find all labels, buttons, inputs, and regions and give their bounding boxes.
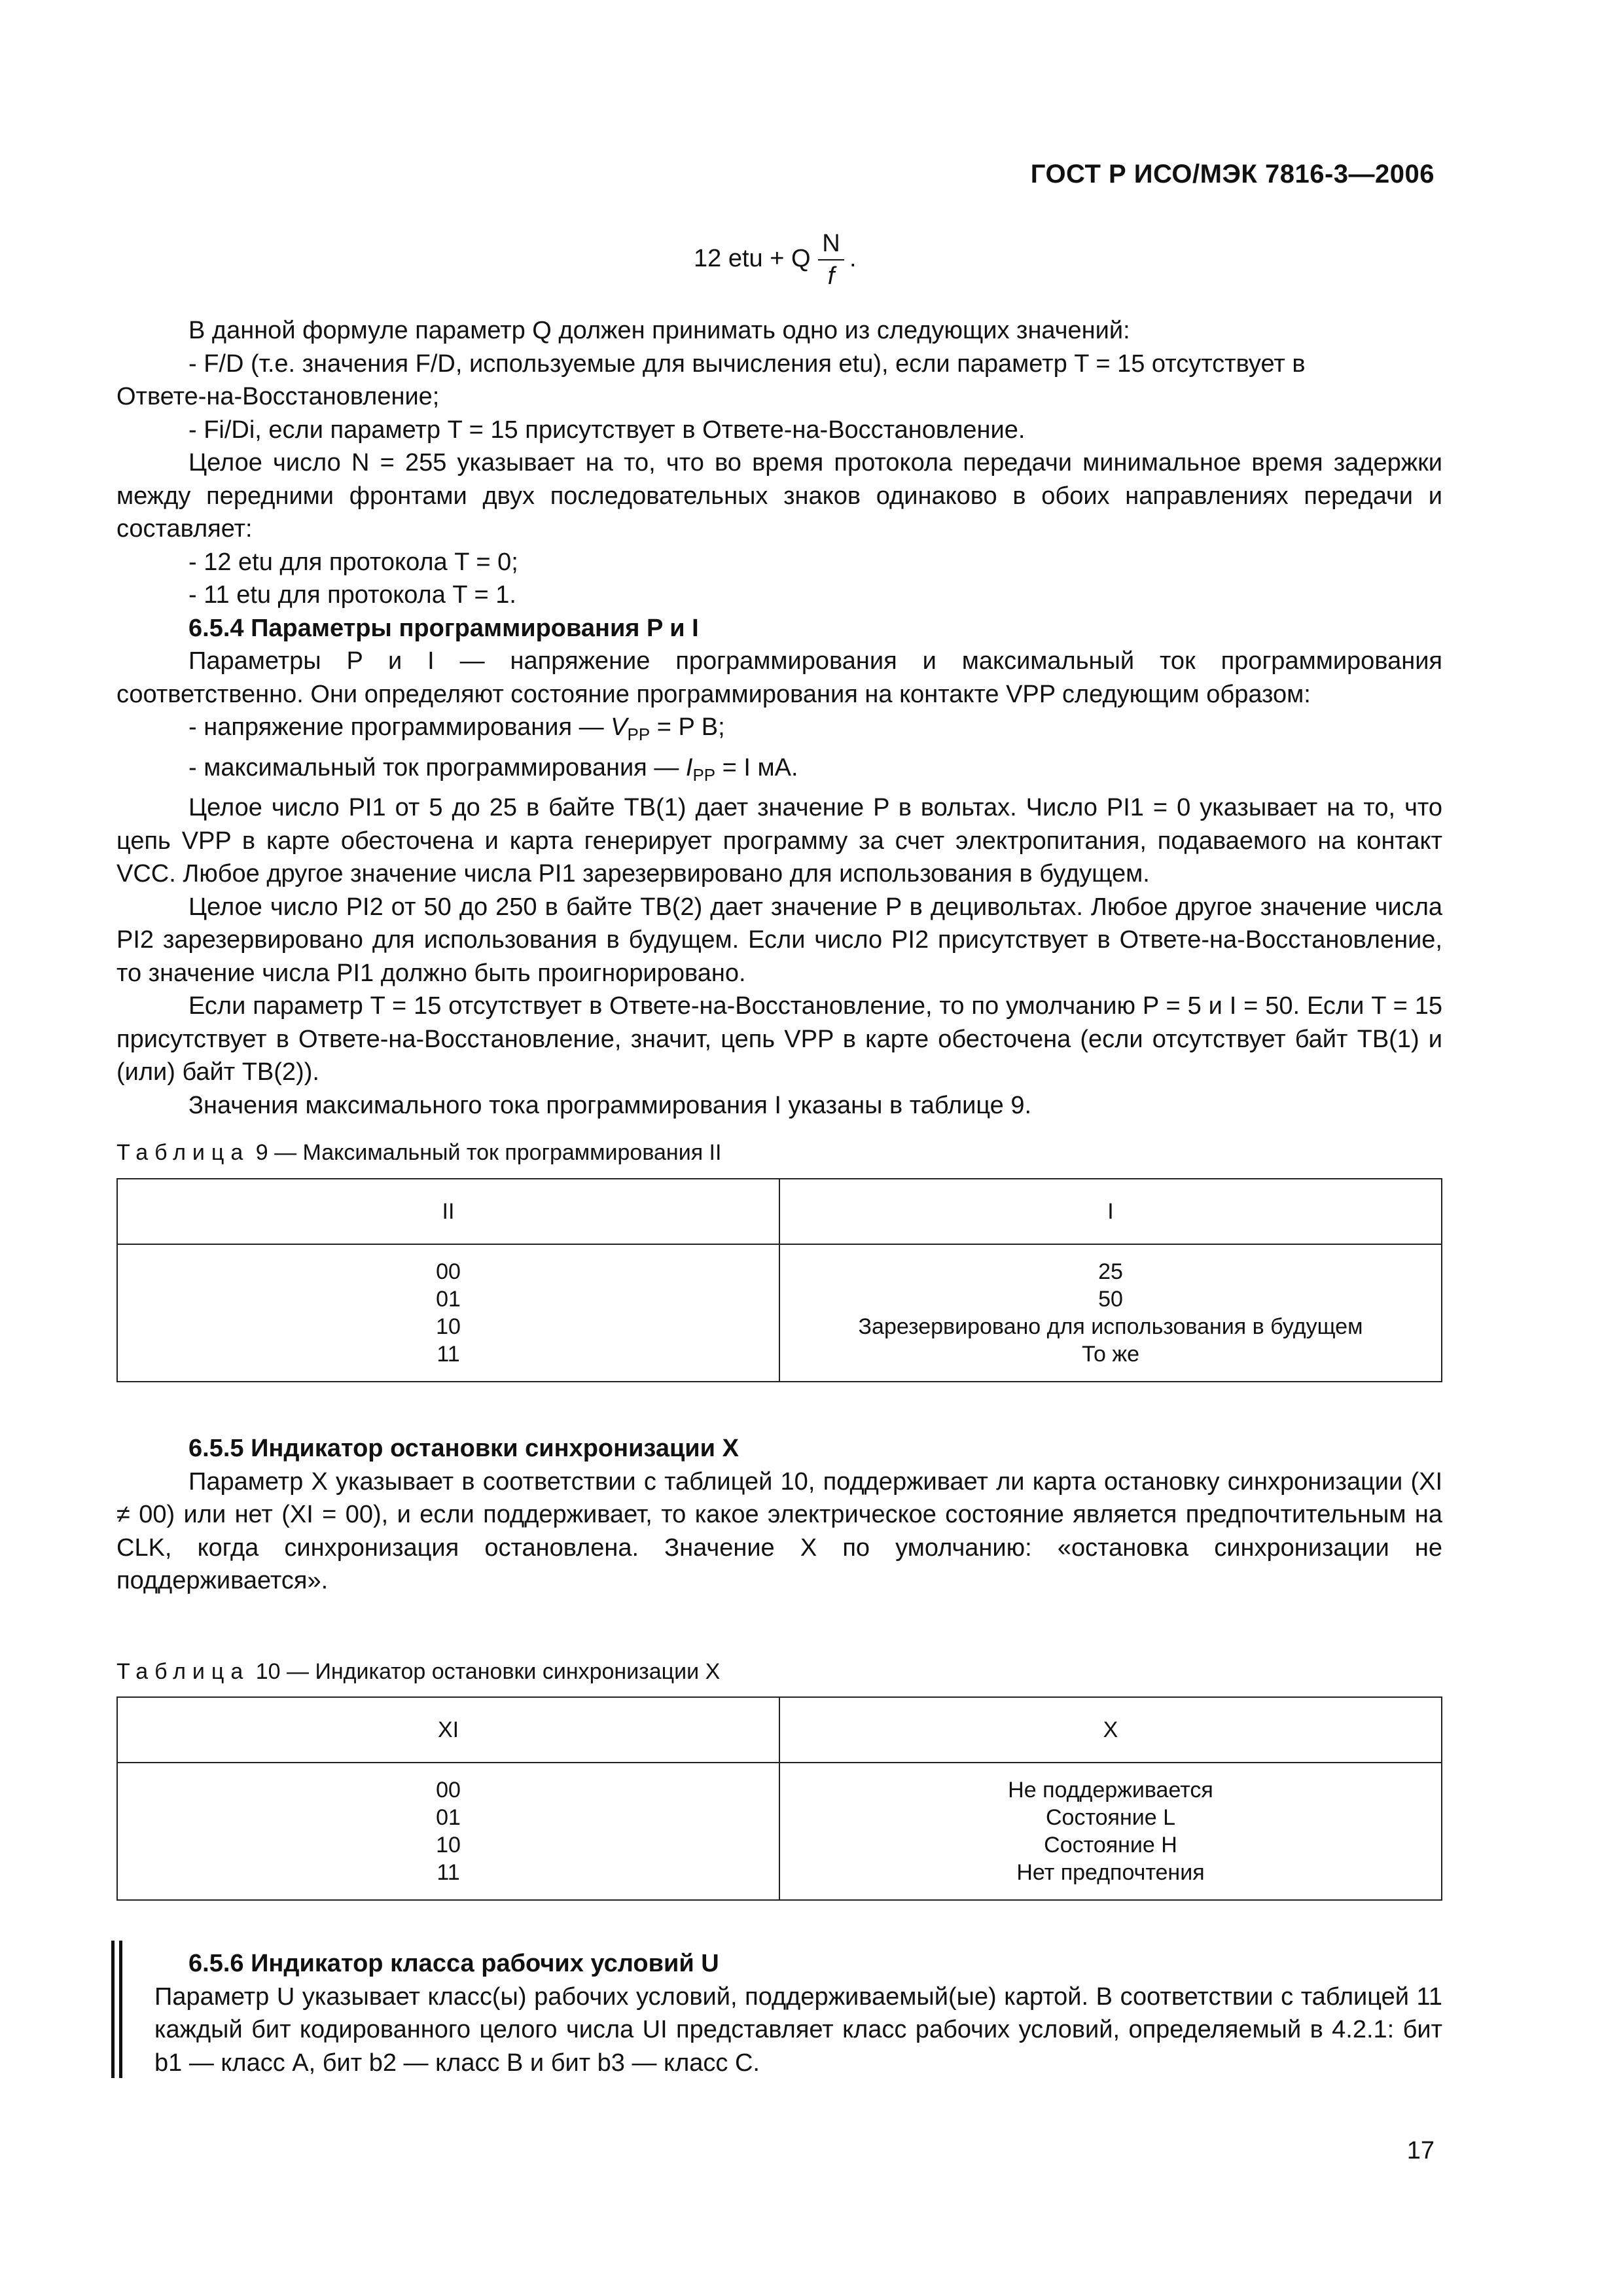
list-item: - 12 etu для протокола T = 0; xyxy=(188,548,518,576)
list-item: - F/D (т.е. значения F/D, используемые для вычисления etu), если параметр T = 15 отсутствует в xyxy=(188,350,1306,378)
cell-value: 11 xyxy=(437,1342,460,1367)
formula-denominator: f xyxy=(827,262,835,290)
cell-value: 00 xyxy=(436,1259,461,1284)
caption-text: 9 — Максимальный ток программирования II xyxy=(249,1140,722,1165)
table-cell xyxy=(779,1763,1442,1900)
cell-value: Зарезервировано для использования в будущем xyxy=(858,1314,1363,1339)
table-header-row xyxy=(117,1179,1442,1244)
page-number: 17 xyxy=(1406,2137,1435,2164)
table-9 xyxy=(116,1178,1442,1382)
cell-value: То же xyxy=(1081,1342,1140,1367)
paragraph: Значения максимального тока программирования I указаны в таблице 9. xyxy=(188,1091,1032,1119)
cell-value: 11 xyxy=(437,1860,460,1885)
paragraph: Целое число N = 255 указывает на то, что во время протокола передачи минимальное время задержки между передними фронтами двух последовательных знаков одинаково в обоих направлениях передачи и составляет: xyxy=(116,449,1442,543)
column-header: X xyxy=(779,1697,1442,1763)
change-bar xyxy=(119,1941,122,2078)
variable-v: V xyxy=(611,713,628,741)
list-text: - напряжение программирования — xyxy=(188,713,611,741)
page-header: ГОСТ Р ИСО/МЭК 7816-3—2006 xyxy=(1030,160,1435,188)
column-header: I xyxy=(779,1179,1442,1244)
subscript: PP xyxy=(692,764,716,785)
table-9-caption xyxy=(116,1140,721,1166)
section-heading-6-5-6: 6.5.6 Индикатор класса рабочих условий U xyxy=(188,1950,719,1977)
section-6-5-6 xyxy=(154,1947,1442,2079)
table-row xyxy=(117,1244,1442,1382)
table-10-caption xyxy=(116,1659,720,1685)
formula-lhs: 12 etu + Q xyxy=(694,245,811,272)
table-header-row xyxy=(117,1697,1442,1763)
table-10 xyxy=(116,1696,1442,1901)
list-item-continuation: Ответе-на-Восстановление; xyxy=(116,383,440,410)
body-text xyxy=(116,314,1442,1122)
change-bar xyxy=(111,1941,115,2078)
variable-i: I xyxy=(685,753,693,781)
cell-value: 00 xyxy=(436,1778,461,1803)
formula-end: . xyxy=(849,245,857,272)
list-item-vpp xyxy=(116,711,1442,751)
cell-value: Состояние H xyxy=(1044,1833,1177,1857)
cell-value: 01 xyxy=(436,1805,461,1830)
list-text: = P В; xyxy=(650,713,725,741)
cell-value: Нет предпочтения xyxy=(1016,1860,1205,1885)
list-item-ipp xyxy=(116,751,1442,792)
table-cell xyxy=(779,1244,1442,1382)
section-6-5-5 xyxy=(116,1432,1442,1598)
paragraph: Параметр X указывает в соответствии с таблицей 10, поддерживает ли карта остановку синхронизации (XI ≠ 00) или нет (XI = 00), и если поддерживает, то какое электрическое состояние является предпочтительным на CLK, когда синхронизация остановлена. Значение X по умолчанию: «остановка синхронизации не поддерживается». xyxy=(116,1467,1442,1594)
cell-value: 25 xyxy=(1098,1259,1123,1284)
table-row xyxy=(117,1763,1442,1900)
change-mark xyxy=(111,1941,126,2078)
column-header: XI xyxy=(117,1697,779,1763)
caption-label: Таблица xyxy=(116,1659,250,1684)
formula-numerator: N xyxy=(822,230,840,257)
cell-value: 01 xyxy=(436,1287,461,1312)
table-cell xyxy=(117,1763,779,1900)
paragraph: Целое число PI1 от 5 до 25 в байте TB(1) дает значение P в вольтах. Число PI1 = 0 указывает на то, что цепь VPP в карте обесточена и карта генерирует программу за счет электропитания, подаваемого на контакт VCC. Любое другое значение числа PI1 зарезервировано для использования в будущем. xyxy=(116,794,1442,888)
list-text: - максимальный ток программирования — xyxy=(188,753,686,781)
list-text: = I мА. xyxy=(715,753,798,781)
formula-fraction xyxy=(818,229,844,291)
section-heading-6-5-4: 6.5.4 Параметры программирования P и I xyxy=(188,614,699,642)
subscript: PP xyxy=(627,725,651,744)
cell-value: Не поддерживается xyxy=(1008,1778,1213,1803)
paragraph: Целое число PI2 от 50 до 250 в байте TB(2) дает значение P в децивольтах. Любое другое значение числа PI2 зарезервировано для использования в будущем. Если число PI2 присутствует в Ответе-на-Восстановление, то значение числа PI1 должно быть проигнорировано. xyxy=(116,893,1443,987)
list-item: - 11 etu для протокола T = 1. xyxy=(188,581,516,609)
cell-value: 10 xyxy=(436,1833,461,1857)
caption-text: 10 — Индикатор остановки синхронизации X xyxy=(249,1659,721,1684)
list-item: - Fi/Di, если параметр T = 15 присутствует в Ответе-на-Восстановление. xyxy=(188,416,1026,444)
paragraph: В данной формуле параметр Q должен принимать одно из следующих значений: xyxy=(188,317,1130,344)
paragraph: Параметры P и I — напряжение программирования и максимальный ток программирования соответственно. Они определяют состояние программирования на контакте VPP следующим образом: xyxy=(116,647,1442,708)
paragraph: Если параметр T = 15 отсутствует в Ответе-на-Восстановление, то по умолчанию P = 5 и I = 50. Если T = 15 присутствует в Ответе-на-Восстановление, значит, цепь VPP в карте обесточена (если отсутствует байт TB(1) и (или) байт TB(2)). xyxy=(116,992,1442,1086)
cell-value: Состояние L xyxy=(1045,1805,1175,1830)
column-header: II xyxy=(117,1179,779,1244)
table-cell xyxy=(117,1244,779,1382)
fraction-bar xyxy=(818,259,844,260)
cell-value: 10 xyxy=(436,1314,461,1339)
section-heading-6-5-5: 6.5.5 Индикатор остановки синхронизации X xyxy=(188,1435,739,1462)
paragraph: Параметр U указывает класс(ы) рабочих условий, поддерживаемый(ые) картой. В соответствии с таблицей 11 каждый бит кодированного целого числа UI представляет класс рабочих условий, определяемый в 4.2.1: бит b1 — класс A, бит b2 — класс B и бит b3 — класс C. xyxy=(154,1982,1442,2077)
caption-label: Таблица xyxy=(116,1140,250,1165)
cell-value: 50 xyxy=(1098,1287,1123,1312)
